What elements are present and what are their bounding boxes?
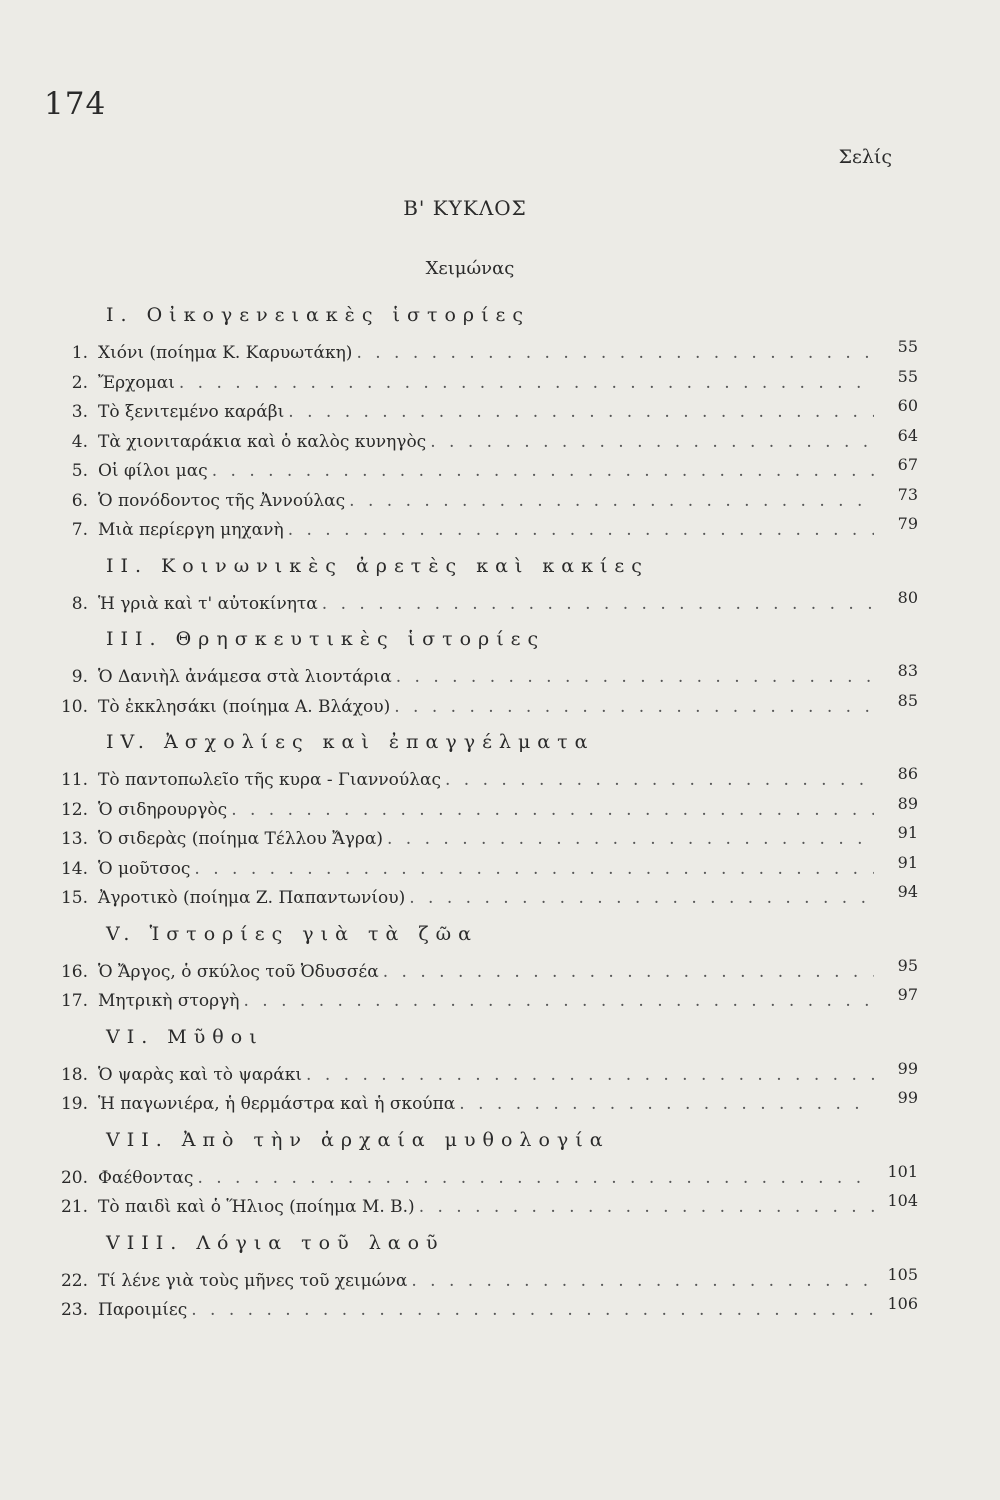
toc-entry (58, 1295, 918, 1325)
entry-title: Ὁ πονόδοντος τῆς Ἀννούλας (98, 490, 346, 511)
leader-dots (322, 590, 874, 620)
entry-page-number: 97 (897, 985, 918, 1004)
entry-page-number: 55 (897, 337, 918, 356)
toc-entry (58, 883, 918, 913)
toc-entry (58, 1163, 918, 1193)
toc-entry (58, 368, 918, 398)
leader-dots (288, 516, 874, 546)
entry-number: 22. (60, 1270, 88, 1291)
entry-page-number: 94 (897, 882, 918, 901)
leader-dots (194, 855, 874, 885)
entry-title: Τὸ ἐκκλησάκι (ποίημα Α. Βλάχου) (98, 696, 391, 717)
entry-number: 6. (71, 490, 88, 511)
toc-entry (58, 1089, 918, 1119)
entry-title: Τὸ παιδὶ καὶ ὁ Ἥλιος (ποίημα Μ. Β.) (98, 1197, 415, 1217)
toc-section (58, 919, 918, 1016)
toc-entry (58, 486, 918, 516)
entry-page-number: 91 (897, 823, 918, 842)
toc-section (58, 300, 918, 545)
entry-number: 20. (60, 1167, 88, 1188)
entry-title: Ὁ σιδηρουργὸς (98, 799, 228, 820)
toc-entry (58, 765, 918, 795)
entry-page-number: 80 (897, 587, 918, 607)
entry-page-number: 101 (887, 1161, 918, 1181)
entry-number: 23. (60, 1300, 88, 1320)
entry-page-number: 91 (897, 852, 918, 872)
entry-number: 16. (60, 961, 88, 982)
entry-number: 2. (71, 372, 88, 393)
entry-title: Ἔρχομαι (98, 372, 175, 393)
leader-dots (349, 487, 874, 517)
toc-entry (58, 692, 918, 722)
leader-dots (306, 1061, 874, 1091)
leader-dots (411, 1267, 874, 1297)
section-heading: ΙV. Ἀσχολίες καὶ ἐπαγγέλματα (106, 731, 595, 753)
section-heading: V. Ἱστορίες γιὰ τὰ ζῶα (106, 922, 478, 945)
entry-title: Τὰ χιονιταράκια καὶ ὁ καλὸς κυνηγὸς (98, 431, 427, 452)
entry-number: 21. (60, 1197, 88, 1217)
entry-title: Τί λένε γιὰ τοὺς μῆνες τοῦ χειμώνα (98, 1270, 408, 1291)
leader-dots (288, 398, 874, 428)
entry-title: Ἀγροτικὸ (ποίημα Ζ. Παπαντωνίου) (98, 888, 406, 908)
page-column-header: Σελίς (838, 146, 892, 168)
page-number: 174 (44, 86, 107, 122)
toc-entry (58, 1060, 918, 1090)
entry-number: 5. (71, 461, 88, 481)
entry-title: Τὸ παντοπωλεῖο τῆς κυρα - Γιαννούλας (98, 770, 441, 790)
section-heading: Ι. Οἰκογενειακὲς ἱστορίες (106, 304, 531, 326)
toc-entry (58, 854, 918, 884)
toc-entry (58, 1192, 918, 1222)
entry-page-number: 99 (897, 1058, 918, 1078)
entry-page-number: 99 (897, 1088, 918, 1107)
entry-page-number: 106 (887, 1294, 918, 1313)
entry-number: 19. (60, 1094, 88, 1114)
entry-page-number: 104 (887, 1191, 918, 1210)
entry-page-number: 55 (897, 366, 918, 386)
toc-entry (58, 515, 918, 545)
circle-title: Β' ΚΥΚΛΟΣ (403, 196, 527, 220)
toc-entry (58, 589, 918, 619)
leader-dots (394, 693, 874, 723)
toc-entry (58, 427, 918, 457)
toc-entry (58, 456, 918, 486)
leader-dots (396, 663, 874, 693)
leader-dots (430, 428, 874, 458)
entry-page-number: 105 (887, 1264, 918, 1284)
entry-number: 10. (60, 696, 88, 717)
section-heading: ΙΙΙ. Θρησκευτικὲς ἱστορίες (106, 628, 546, 650)
toc-section (58, 1228, 918, 1325)
section-heading: VI. Μῦθοι (106, 1025, 264, 1048)
toc-section (58, 727, 918, 913)
entry-title: Ὁ μοῦτσος (98, 858, 191, 879)
leader-dots (356, 339, 874, 369)
leader-dots (387, 825, 874, 855)
leader-dots (197, 1164, 874, 1194)
entry-number: 13. (60, 829, 88, 849)
entry-page-number: 86 (897, 764, 918, 783)
entry-number: 17. (60, 991, 88, 1011)
leader-dots (191, 1296, 874, 1326)
entry-number: 12. (60, 799, 88, 820)
toc-entry (58, 397, 918, 427)
entry-page-number: 89 (897, 793, 918, 813)
entry-page-number: 67 (897, 455, 918, 474)
entry-title: Ὁ Ἄργος, ὁ σκύλος τοῦ Ὀδυσσέα (98, 961, 379, 982)
toc-section (58, 624, 918, 721)
entry-title: Μιὰ περίεργη μηχανὴ (98, 520, 284, 540)
leader-dots (231, 796, 874, 826)
entry-number: 3. (71, 402, 88, 422)
leader-dots (409, 884, 874, 914)
entry-number: 8. (71, 593, 88, 614)
season-title: Χειμώνας (425, 258, 515, 279)
entry-title: Τὸ ξενιτεμένο καράβι (98, 402, 285, 422)
entry-title: Ἡ παγωνιέρα, ἡ θερμάστρα καὶ ἡ σκούπα (98, 1094, 456, 1114)
entry-number: 14. (60, 858, 88, 879)
leader-dots (459, 1090, 874, 1120)
entry-title: Οἱ φίλοι μας (98, 461, 208, 481)
entry-page-number: 95 (897, 955, 918, 975)
leader-dots (212, 457, 874, 487)
entry-number: 11. (60, 770, 88, 790)
toc-section (58, 551, 918, 619)
entry-number: 15. (60, 888, 88, 908)
toc-entry (58, 824, 918, 854)
leader-dots (243, 987, 874, 1017)
entry-page-number: 85 (897, 690, 918, 710)
leader-dots (445, 766, 874, 796)
toc-section (58, 1022, 918, 1119)
table-of-contents (58, 300, 918, 1325)
leader-dots (383, 958, 874, 988)
entry-title: Ὁ ψαρὰς καὶ τὸ ψαράκι (98, 1064, 303, 1085)
entry-number: 7. (71, 520, 88, 540)
entry-title: Μητρικὴ στοργὴ (98, 991, 240, 1011)
entry-page-number: 73 (897, 484, 918, 504)
section-heading: VIII. Λόγια τοῦ λαοῦ (106, 1231, 445, 1254)
entry-title: Ἡ γριὰ καὶ τ' αὐτοκίνητα (98, 593, 318, 614)
entry-number: 1. (71, 343, 88, 363)
entry-title: Ὁ Δανιὴλ ἀνάμεσα στὰ λιοντάρια (98, 667, 392, 687)
entry-title: Παροιμίες (98, 1300, 188, 1320)
entry-page-number: 83 (897, 661, 918, 680)
leader-dots (179, 369, 874, 399)
toc-entry (58, 662, 918, 692)
toc-entry (58, 986, 918, 1016)
entry-title: Φαέθοντας (98, 1167, 194, 1188)
entry-page-number: 79 (897, 514, 918, 533)
entry-number: 18. (60, 1064, 88, 1085)
entry-title: Ὁ σιδερὰς (ποίημα Τέλλου Ἄγρα) (98, 829, 383, 849)
entry-title: Χιόνι (ποίημα Κ. Καρυωτάκη) (98, 343, 353, 363)
entry-number: 9. (71, 667, 88, 687)
toc-section (58, 1125, 918, 1222)
entry-page-number: 64 (897, 425, 918, 445)
entry-number: 4. (71, 431, 88, 452)
section-heading: ΙΙ. Κοινωνικὲς ἀρετὲς καὶ κακίες (106, 554, 649, 577)
toc-entry (58, 957, 918, 987)
leader-dots (419, 1193, 874, 1223)
toc-entry (58, 795, 918, 825)
section-heading: VII. Ἀπὸ τὴν ἀρχαία μυθολογία (106, 1128, 610, 1151)
toc-entry (58, 338, 918, 368)
toc-entry (58, 1266, 918, 1296)
entry-page-number: 60 (897, 396, 918, 415)
